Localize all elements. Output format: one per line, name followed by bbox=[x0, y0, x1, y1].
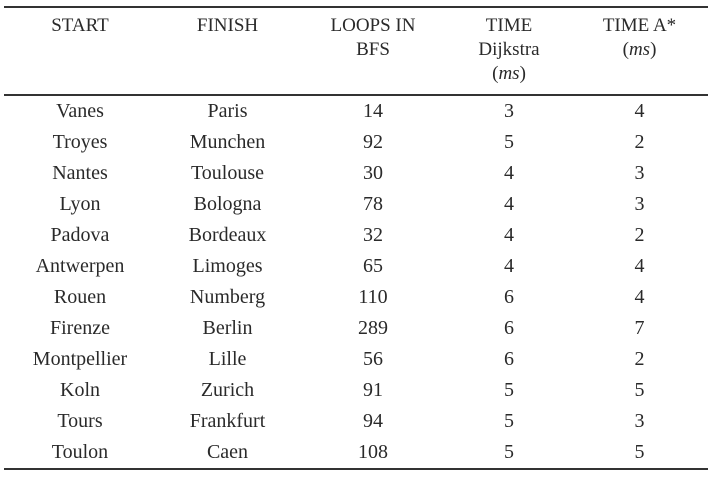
cell-start: Antwerpen bbox=[35, 255, 125, 277]
cell-loops: 14 bbox=[363, 100, 383, 122]
table-row bbox=[4, 375, 708, 406]
cell-loops: 32 bbox=[363, 224, 383, 246]
results-table-container bbox=[4, 6, 708, 475]
header-dijkstra-line2: Dijkstra bbox=[478, 39, 540, 60]
cell-dijkstra: 5 bbox=[504, 410, 514, 432]
cell-dijkstra: 5 bbox=[504, 441, 514, 463]
cell-start: Rouen bbox=[53, 286, 107, 308]
table-row bbox=[4, 251, 708, 282]
cell-finish: Caen bbox=[206, 441, 249, 463]
cell-loops: 110 bbox=[358, 286, 388, 308]
table-row bbox=[4, 313, 708, 344]
table-row bbox=[4, 406, 708, 437]
header-dijkstra-unit-open: ( bbox=[492, 63, 499, 84]
cell-loops: 91 bbox=[363, 379, 383, 401]
header-row bbox=[4, 7, 708, 95]
header-dijkstra-unit: ms bbox=[498, 63, 520, 84]
cell-astar: 5 bbox=[634, 441, 645, 463]
cell-finish: Bordeaux bbox=[188, 224, 267, 246]
cell-start: Nantes bbox=[52, 162, 108, 184]
header-dijkstra-line1: TIME bbox=[485, 15, 533, 36]
cell-finish: Munchen bbox=[189, 131, 266, 153]
header-loops-in-bfs bbox=[299, 7, 447, 95]
cell-loops: 289 bbox=[358, 317, 388, 339]
cell-finish: Numberg bbox=[189, 286, 266, 308]
cell-dijkstra: 5 bbox=[504, 131, 514, 153]
table-row bbox=[4, 127, 708, 158]
table-row bbox=[4, 344, 708, 375]
cell-start: Toulon bbox=[51, 441, 109, 463]
header-astar-unit: ms bbox=[628, 39, 651, 60]
table-row bbox=[4, 158, 708, 189]
cell-start: Vanes bbox=[56, 100, 104, 122]
cell-finish: Berlin bbox=[202, 317, 253, 339]
cell-dijkstra: 6 bbox=[504, 286, 514, 308]
cell-astar: 2 bbox=[634, 348, 645, 370]
header-dijkstra-unit-close: ) bbox=[519, 63, 526, 84]
cell-loops: 108 bbox=[358, 441, 388, 463]
table-row bbox=[4, 189, 708, 220]
cell-loops: 65 bbox=[363, 255, 383, 277]
header-astar-unit-close: ) bbox=[650, 39, 657, 60]
cell-astar: 2 bbox=[634, 131, 645, 153]
header-finish-label: FINISH bbox=[196, 15, 259, 36]
cell-astar: 3 bbox=[634, 193, 645, 215]
header-finish bbox=[156, 7, 299, 95]
cell-loops: 78 bbox=[363, 193, 383, 215]
cell-loops: 92 bbox=[363, 131, 383, 153]
cell-astar: 5 bbox=[634, 379, 645, 401]
cell-astar: 4 bbox=[634, 100, 645, 122]
table-row bbox=[4, 95, 708, 127]
cell-finish: Bologna bbox=[193, 193, 262, 215]
cell-finish: Lille bbox=[208, 348, 247, 370]
table-row bbox=[4, 282, 708, 313]
table-row bbox=[4, 437, 708, 469]
cell-loops: 94 bbox=[363, 410, 383, 432]
header-loops-line2: BFS bbox=[356, 39, 390, 60]
cell-finish: Limoges bbox=[192, 255, 263, 277]
header-start bbox=[4, 7, 156, 95]
table-row bbox=[4, 220, 708, 251]
cell-astar: 3 bbox=[634, 410, 645, 432]
cell-dijkstra: 4 bbox=[504, 162, 514, 184]
cell-dijkstra: 5 bbox=[504, 379, 514, 401]
header-astar-unit-open: ( bbox=[622, 39, 629, 60]
cell-start: Montpellier bbox=[32, 348, 128, 370]
cell-loops: 56 bbox=[363, 348, 383, 370]
cell-astar: 4 bbox=[634, 255, 645, 277]
cell-dijkstra: 6 bbox=[504, 317, 514, 339]
cell-dijkstra: 6 bbox=[504, 348, 514, 370]
cell-astar: 7 bbox=[634, 317, 645, 339]
cell-loops: 30 bbox=[363, 162, 383, 184]
cell-start: Troyes bbox=[52, 131, 108, 153]
cell-start: Tours bbox=[57, 410, 103, 432]
cell-finish: Zurich bbox=[200, 379, 255, 401]
cell-finish: Frankfurt bbox=[189, 410, 266, 432]
cell-dijkstra: 4 bbox=[504, 255, 514, 277]
cell-start: Lyon bbox=[59, 193, 101, 215]
cell-start: Firenze bbox=[50, 317, 110, 339]
cell-finish: Paris bbox=[207, 100, 248, 122]
cell-astar: 3 bbox=[634, 162, 645, 184]
header-loops-line1: LOOPS IN bbox=[330, 15, 416, 36]
header-astar-line1: TIME A* bbox=[602, 15, 677, 36]
cell-finish: Toulouse bbox=[190, 162, 265, 184]
header-time-dijkstra bbox=[447, 7, 571, 95]
cell-astar: 2 bbox=[634, 224, 645, 246]
cell-dijkstra: 4 bbox=[504, 193, 514, 215]
header-start-label: START bbox=[51, 15, 109, 36]
table-header bbox=[4, 7, 708, 95]
cell-astar: 4 bbox=[634, 286, 645, 308]
cell-dijkstra: 3 bbox=[504, 100, 514, 122]
header-time-astar bbox=[571, 7, 708, 95]
results-table bbox=[4, 6, 708, 470]
table-body bbox=[4, 95, 708, 469]
cell-dijkstra: 4 bbox=[504, 224, 514, 246]
cell-start: Padova bbox=[50, 224, 110, 246]
cell-start: Koln bbox=[60, 379, 100, 401]
